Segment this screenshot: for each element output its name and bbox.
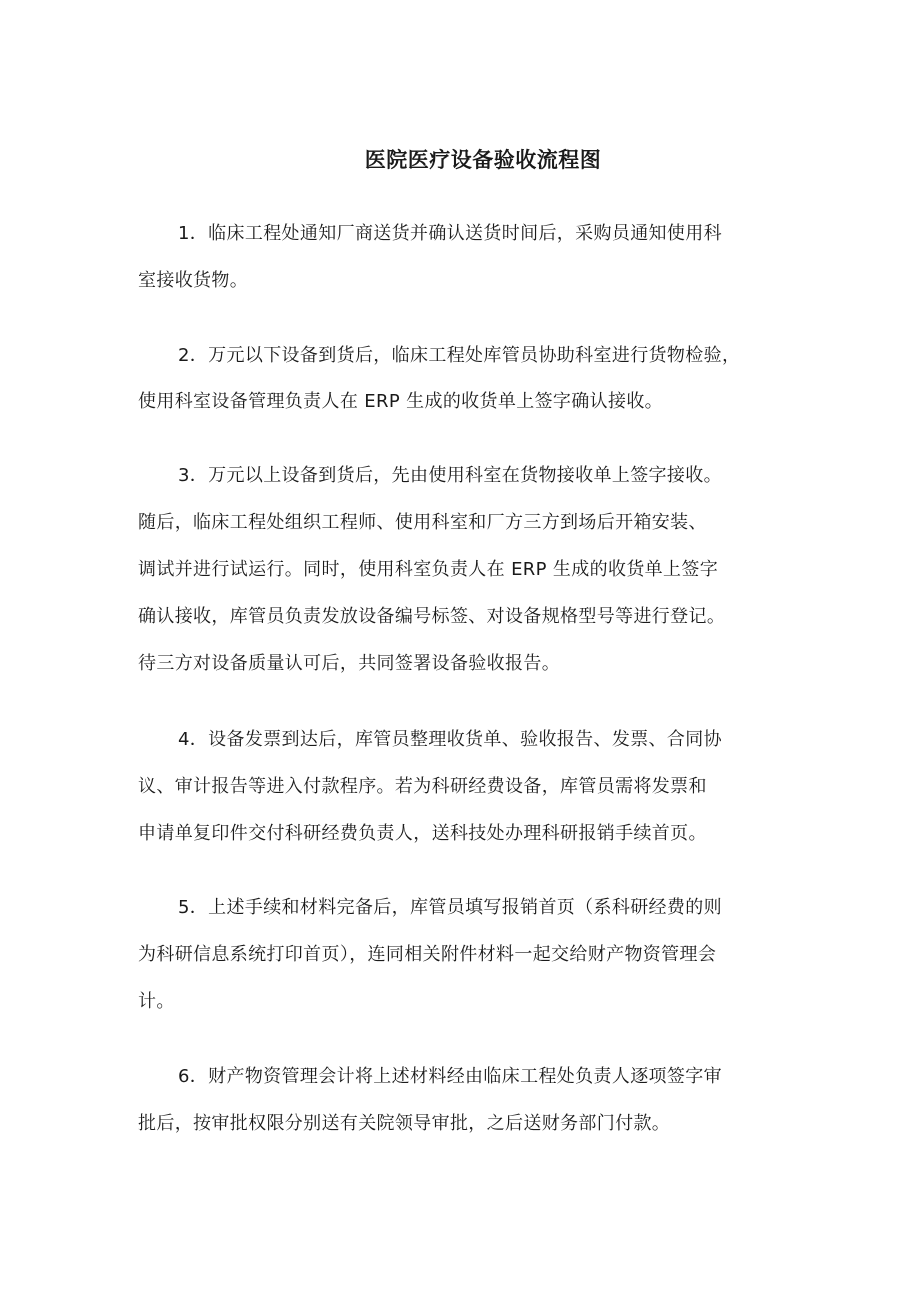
paragraph-4-line-2: 议、审计报告等进入付款程序。若为科研经费设备，库管员需将发票和 bbox=[138, 776, 707, 797]
paragraph-3-line-4: 确认接收，库管员负责发放设备编号标签、对设备规格型号等进行登记。 bbox=[138, 606, 726, 627]
paragraph-6-line-1: 6．财产物资管理会计将上述材料经由临床工程处负责人逐项签字审 bbox=[178, 1066, 722, 1087]
paragraph-3-line-1: 3．万元以上设备到货后，先由使用科室在货物接收单上签字接收。 bbox=[178, 465, 722, 486]
paragraph-2-line-2: 使用科室设备管理负责人在 ERP 生成的收货单上签字确认接收。 bbox=[138, 391, 664, 412]
paragraph-6-line-2: 批后，按审批权限分别送有关院领导审批，之后送财务部门付款。 bbox=[138, 1113, 671, 1134]
document-title: 医院医疗设备验收流程图 bbox=[364, 148, 602, 172]
paragraph-1-line-2: 室接收货物。 bbox=[138, 270, 249, 291]
paragraph-2-line-1: 2．万元以下设备到货后，临床工程处库管员协助科室进行货物检验， bbox=[178, 345, 741, 366]
paragraph-5-line-3: 计。 bbox=[138, 991, 175, 1012]
paragraph-3-line-3: 调试并进行试运行。同时，使用科室负责人在 ERP 生成的收货单上签字 bbox=[138, 559, 719, 580]
paragraph-3-line-2: 随后，临床工程处组织工程师、使用科室和厂方三方到场后开箱安装、 bbox=[138, 512, 707, 533]
paragraph-4-line-1: 4．设备发票到达后，库管员整理收货单、验收报告、发票、合同协 bbox=[178, 729, 722, 750]
paragraph-3-line-5: 待三方对设备质量认可后，共同签署设备验收报告。 bbox=[138, 653, 561, 674]
paragraph-5-line-1: 5．上述手续和材料完备后，库管员填写报销首页（系科研经费的则 bbox=[178, 897, 722, 918]
paragraph-4-line-3: 申请单复印件交付科研经费负责人，送科技处办理科研报销手续首页。 bbox=[138, 823, 707, 844]
paragraph-5-line-2: 为科研信息系统打印首页），连同相关附件材料一起交给财产物资管理会 bbox=[138, 944, 717, 965]
paragraph-1-line-1: 1．临床工程处通知厂商送货并确认送货时间后，采购员通知使用科 bbox=[178, 223, 722, 244]
